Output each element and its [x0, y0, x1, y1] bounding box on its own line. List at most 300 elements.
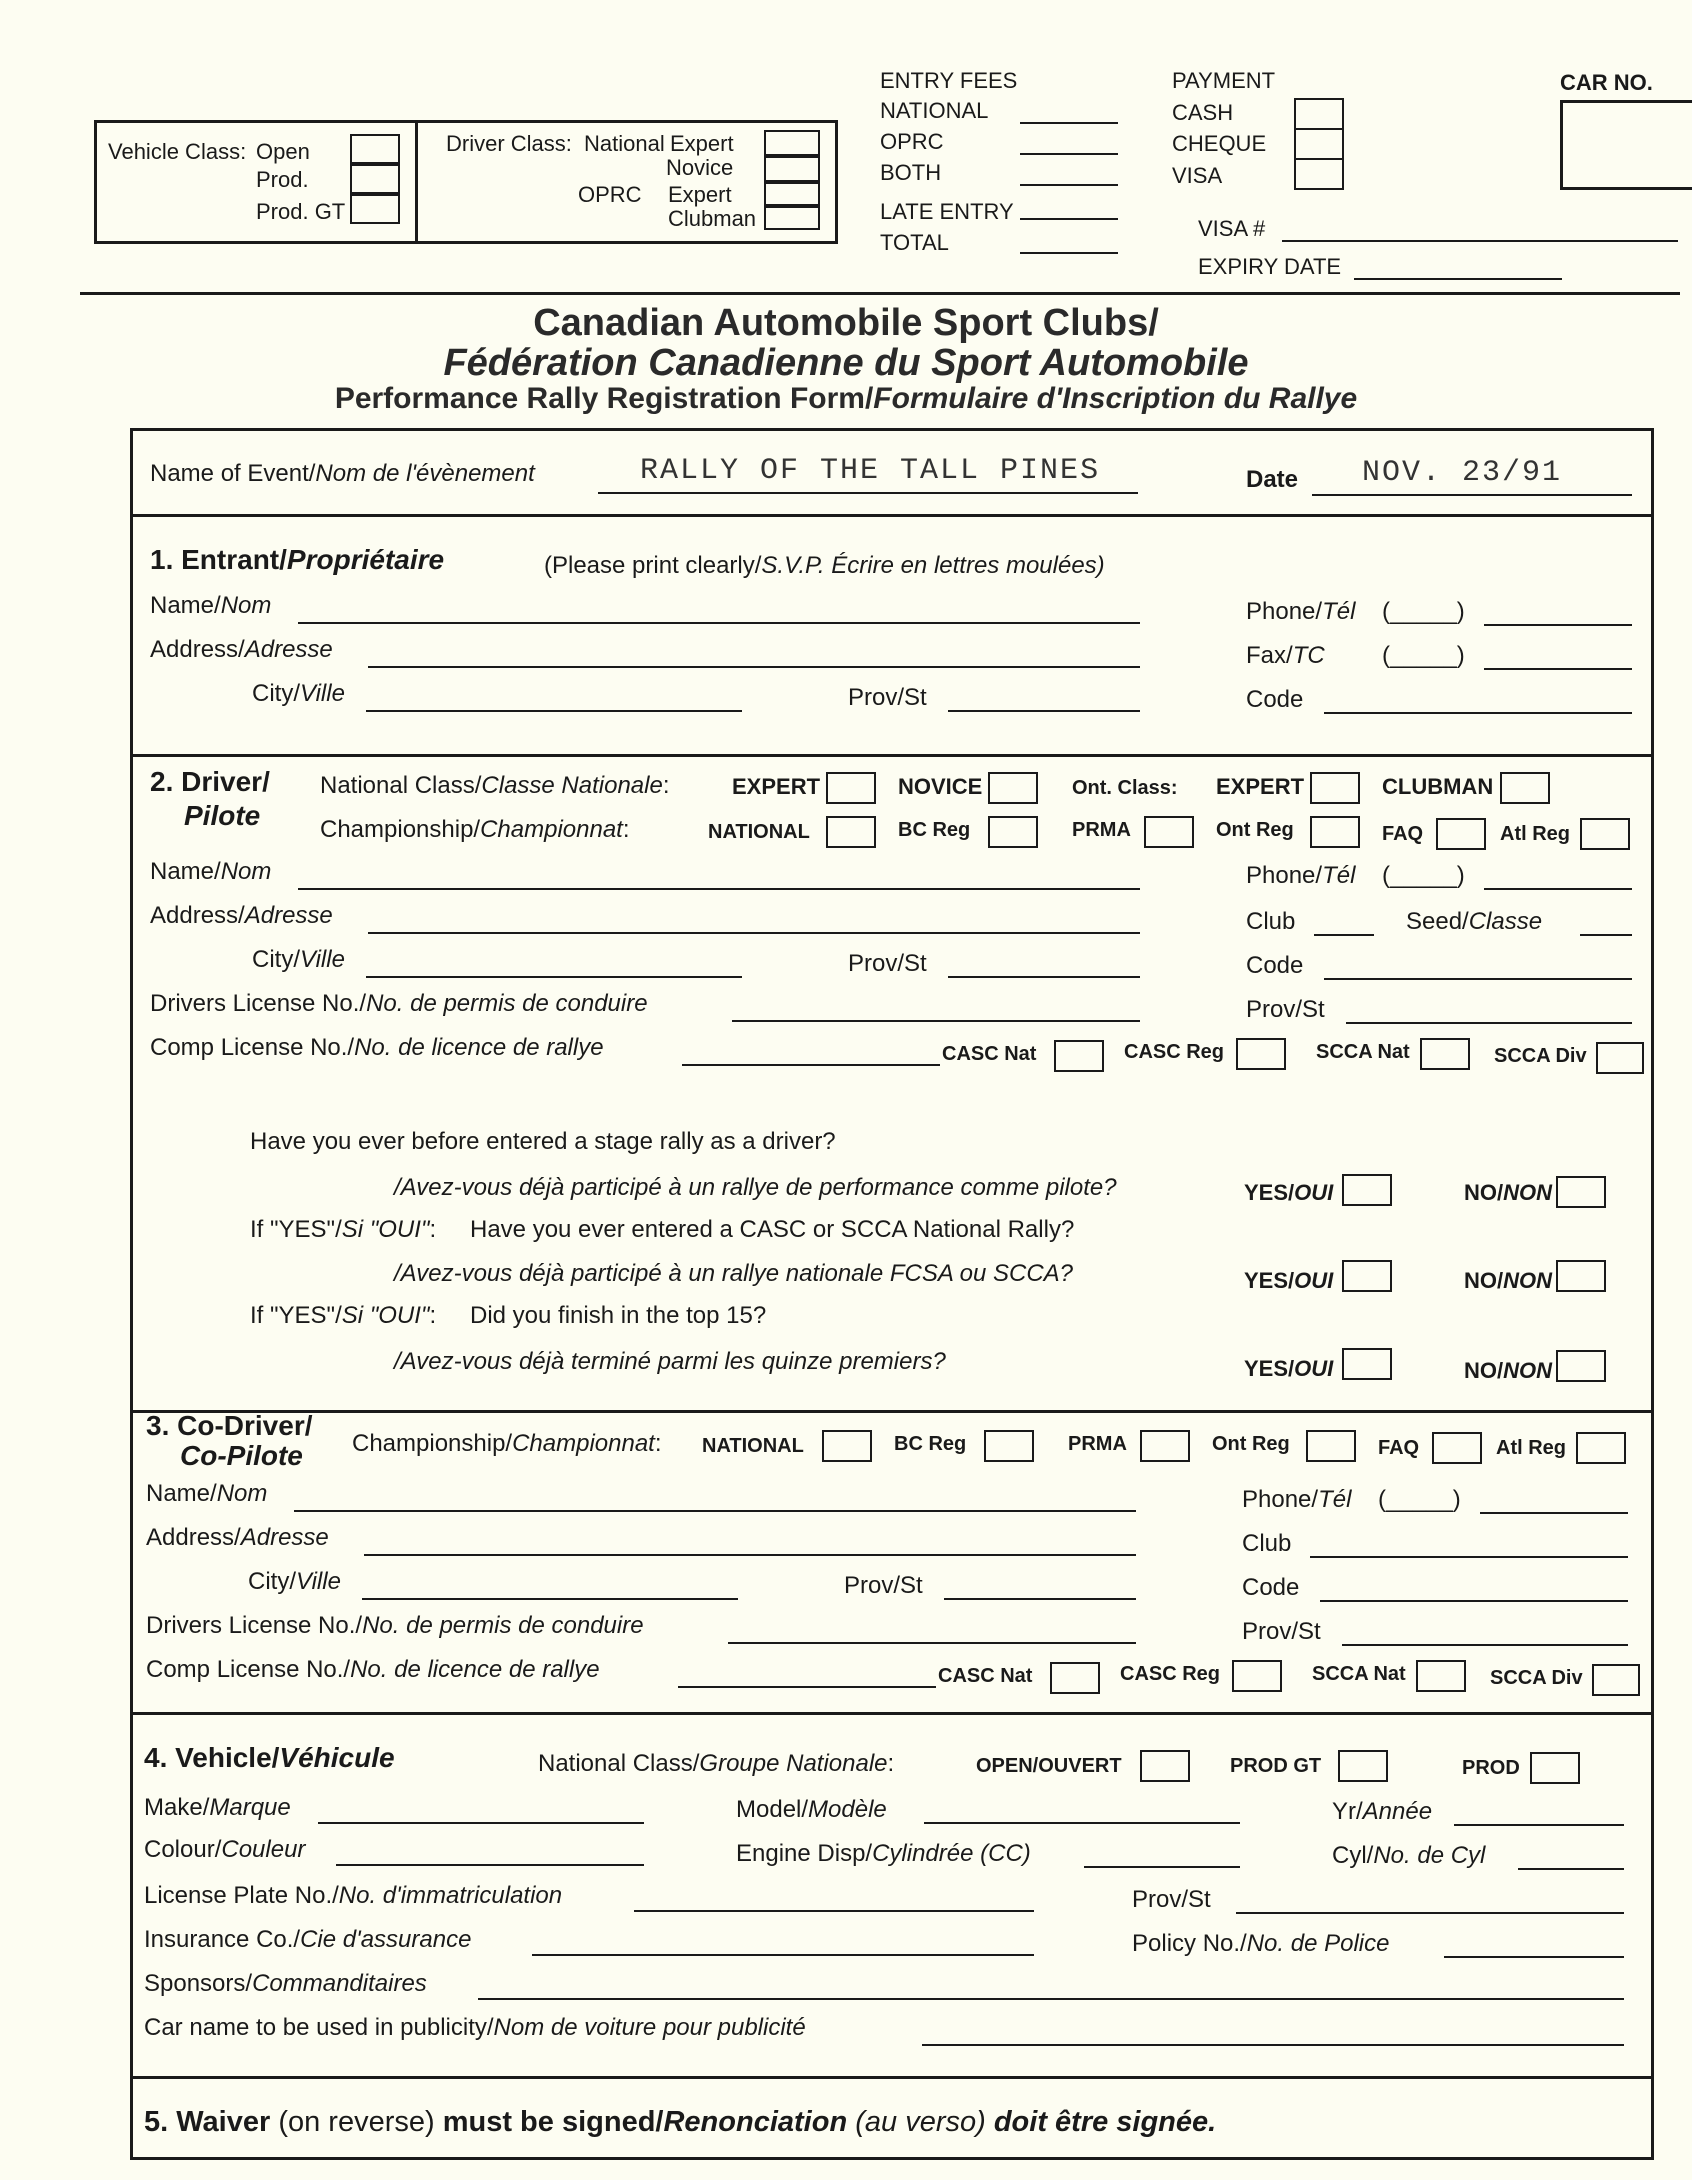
s2-city-line[interactable] — [366, 976, 742, 978]
driver-national-novice: Novice — [666, 155, 734, 180]
s3-championship-fr: Championnat — [512, 1430, 655, 1457]
q3-yes-fr: OUI — [1294, 1356, 1334, 1381]
s4-sponsors-fr: Commanditaires — [252, 1970, 427, 1997]
driver-class-label: Driver Class: — [446, 131, 572, 156]
s3-champ-faq-checkbox[interactable] — [1432, 1432, 1482, 1464]
s4-national-class-label: National Class/Groupe Nationale: — [538, 1750, 895, 1777]
s4-insurance-fr: Cie d'assurance — [300, 1926, 472, 1953]
s2-champ-faq-label: FAQ — [1382, 823, 1424, 845]
s1-phone-label-fr: Tél — [1322, 598, 1356, 625]
payment-label: PAYMENT — [1172, 68, 1276, 93]
q3-no-label — [1464, 1360, 1552, 1382]
payment-cash-label: CASH — [1172, 100, 1234, 125]
waiver-5: (au verso) — [855, 2106, 994, 2138]
driver-oprc-clubman: Clubman — [668, 206, 757, 231]
s2-phone-line[interactable] — [1484, 888, 1632, 890]
s2-drivers-license-fr: No. de permis de conduire — [366, 990, 648, 1017]
s4-make-fr: Marque — [209, 1794, 291, 1821]
s2-name-label-fr: Nom — [220, 858, 272, 885]
s2-champ-national-label: NATIONAL — [708, 821, 810, 843]
q3-prefix: If "YES"/Si "OUI": — [250, 1302, 437, 1329]
s3-champ-national-label: NATIONAL — [702, 1435, 804, 1457]
s3-drivers-license-label — [146, 1614, 644, 1638]
s3-championship-label: Championship/Championnat: — [352, 1430, 662, 1457]
s2-comp-license-line[interactable] — [682, 1064, 940, 1066]
s2-seed-label — [1406, 910, 1542, 934]
s2-name-label-en: Name/ — [150, 858, 221, 885]
s2-champ-bc-label: BC Reg — [898, 819, 971, 841]
q1-text-fr: /Avez-vous déjà participé à un rallye de performance comme pilote? — [394, 1174, 1117, 1201]
s2-seed-line[interactable] — [1580, 934, 1632, 936]
s2-novice-label: NOVICE — [898, 774, 983, 799]
prod-gt-checkbox[interactable] — [350, 194, 400, 224]
s1-phone-label-en: Phone/ — [1246, 598, 1323, 625]
s2-comp-license-en: Comp License No./ — [150, 1034, 355, 1061]
s4-year-label — [1332, 1800, 1432, 1824]
vehicle-class-prod: Prod. — [256, 167, 309, 192]
s2-clubman-label: CLUBMAN — [1382, 774, 1494, 799]
expiry-date-line[interactable] — [1354, 278, 1562, 280]
q1-no-fr: NON — [1503, 1180, 1553, 1205]
s1-address-label-fr: Adresse — [244, 636, 333, 663]
s2-city-label-en: City/ — [252, 946, 300, 973]
q2-no-label — [1464, 1270, 1552, 1292]
s2-national-class-fr: Classe Nationale — [481, 772, 663, 799]
car-number-box[interactable] — [1560, 100, 1692, 190]
date-value[interactable]: NOV. 23/91 — [1362, 456, 1563, 490]
s2-club-label: Club — [1246, 908, 1296, 935]
s3-phone-line[interactable] — [1480, 1512, 1628, 1514]
s3-city-label-fr: Ville — [296, 1568, 341, 1595]
title-line-3-en: Performance Rally Registration Form/ — [334, 382, 874, 415]
s2-champ-prma-checkbox[interactable] — [1144, 816, 1194, 848]
s2-clubman-checkbox[interactable] — [1500, 772, 1550, 804]
s4-year-fr: Année — [1362, 1798, 1433, 1825]
section-4-heading-en: 4. Vehicle/ — [144, 1742, 280, 1773]
s3-phone-label-fr: Tél — [1318, 1486, 1352, 1513]
s1-city-line[interactable] — [366, 710, 742, 712]
s3-champ-national-checkbox[interactable] — [822, 1430, 872, 1462]
s3-city-label — [248, 1570, 341, 1594]
s4-colour-line[interactable] — [336, 1864, 644, 1866]
s3-comp-license-line[interactable] — [678, 1686, 936, 1688]
open-checkbox[interactable] — [350, 134, 400, 164]
q2-yes-fr: OUI — [1294, 1268, 1334, 1293]
s1-fax-label — [1246, 644, 1325, 668]
s2-champ-ont-checkbox[interactable] — [1310, 816, 1360, 848]
s4-prod-label: PROD — [1462, 1757, 1520, 1779]
s3-code-label: Code — [1242, 1574, 1300, 1601]
fee-national-line[interactable] — [1020, 122, 1118, 124]
s3-drivers-license-line[interactable] — [728, 1642, 1136, 1644]
s2-scca-nat-label: SCCA Nat — [1316, 1041, 1410, 1063]
s4-make-line[interactable] — [318, 1822, 644, 1824]
s4-prov-label: Prov/St — [1132, 1886, 1211, 1913]
q2-text-fr: /Avez-vous déjà participé à un rallye nationale FCSA ou SCCA? — [394, 1260, 1074, 1287]
s2-champ-faq-checkbox[interactable] — [1436, 818, 1486, 850]
s4-policy-label — [1132, 1932, 1389, 1956]
s4-car-name-en: Car name to be used in publicity/ — [144, 2014, 494, 2041]
s2-code-label: Code — [1246, 952, 1304, 979]
q2-text: Have you ever entered a CASC or SCCA National Rally? — [470, 1216, 1075, 1243]
q2-no-en: NO/ — [1464, 1268, 1504, 1293]
national-novice-checkbox[interactable] — [764, 156, 820, 182]
s3-drivers-license-en: Drivers License No./ — [146, 1612, 363, 1639]
fee-late-entry-line[interactable] — [1020, 218, 1118, 220]
s3-champ-bc-checkbox[interactable] — [984, 1430, 1034, 1462]
s4-national-class-fr: Groupe Nationale — [699, 1750, 888, 1777]
s4-cyl-line[interactable] — [1518, 1868, 1624, 1870]
q3-no-checkbox[interactable] — [1556, 1350, 1606, 1382]
s2-champ-prma-label: PRMA — [1072, 819, 1131, 841]
q3-if-yes: If "YES"/ — [250, 1302, 342, 1329]
s3-name-label — [146, 1482, 267, 1506]
visa-checkbox[interactable] — [1294, 158, 1344, 190]
s3-phone-label-en: Phone/ — [1242, 1486, 1319, 1513]
event-name-label-fr: Nom de l'évènement — [315, 460, 535, 487]
s4-prov-line[interactable] — [1236, 1912, 1624, 1914]
s3-city-label-en: City/ — [248, 1568, 296, 1595]
title-line-3-fr: Formulaire d'Inscription du Rallye — [873, 382, 1358, 415]
s3-club-line[interactable] — [1310, 1556, 1628, 1558]
event-name-label-en: Name of Event/ — [150, 460, 316, 487]
driver-class-oprc-label: OPRC — [578, 182, 642, 207]
s2-prov-line[interactable] — [948, 976, 1140, 978]
s4-model-en: Model/ — [736, 1796, 809, 1823]
visa-number-label: VISA # — [1198, 216, 1266, 241]
expiry-date-label: EXPIRY DATE — [1198, 254, 1342, 279]
s2-phone-label-fr: Tél — [1322, 862, 1356, 889]
fee-late-entry-label: LATE ENTRY — [880, 199, 1014, 224]
s2-comp-license-label — [150, 1036, 604, 1060]
s4-car-name-label — [144, 2016, 806, 2040]
s3-champ-prma-checkbox[interactable] — [1140, 1430, 1190, 1462]
s1-city-label-fr: Ville — [300, 680, 345, 707]
oprc-clubman-checkbox[interactable] — [764, 204, 820, 230]
q1-yes-checkbox[interactable] — [1342, 1174, 1392, 1206]
s4-engine-label — [736, 1842, 1031, 1866]
s4-cyl-en: Cyl/ — [1332, 1842, 1374, 1869]
s4-engine-fr: Cylindrée (CC) — [872, 1840, 1031, 1867]
s4-cyl-fr: No. de Cyl — [1373, 1842, 1486, 1869]
s2-code-line[interactable] — [1324, 978, 1632, 980]
q1-no-en: NO/ — [1464, 1180, 1504, 1205]
s2-address-label-en: Address/ — [150, 902, 245, 929]
s4-insurance-line[interactable] — [532, 1954, 1034, 1956]
date-line[interactable] — [1312, 494, 1632, 496]
s2-drivers-license-label — [150, 992, 648, 1016]
s1-address-label-en: Address/ — [150, 636, 245, 663]
s3-comp-license-en: Comp License No./ — [146, 1656, 351, 1683]
waiver-4: Renonciation — [663, 2106, 856, 2138]
s2-national-class-label: National Class/Classe Nationale: — [320, 772, 670, 799]
s2-champ-atl-label: Atl Reg — [1500, 823, 1570, 845]
s4-car-name-fr: Nom de voiture pour publicité — [493, 2014, 806, 2041]
waiver-1: 5. Waiver — [144, 2106, 279, 2138]
s4-open-checkbox[interactable] — [1140, 1750, 1190, 1782]
s2-champ-national-checkbox[interactable] — [826, 816, 876, 848]
waiver-2: (on reverse) — [278, 2106, 443, 2138]
s3-name-label-en: Name/ — [146, 1480, 217, 1507]
s2-expert-checkbox[interactable] — [826, 772, 876, 804]
s2-prov2-label: Prov/St — [1246, 996, 1325, 1023]
q1-yes-fr: OUI — [1294, 1180, 1334, 1205]
title-line-3 — [0, 382, 1692, 416]
s2-casc-nat-checkbox[interactable] — [1054, 1040, 1104, 1072]
s2-casc-nat-label: CASC Nat — [942, 1043, 1037, 1065]
s4-policy-line[interactable] — [1444, 1956, 1624, 1958]
s1-address-label — [150, 638, 333, 662]
s2-national-class-en: National Class/ — [320, 772, 482, 799]
s2-champ-atl-checkbox[interactable] — [1580, 818, 1630, 850]
s4-year-en: Yr/ — [1332, 1798, 1363, 1825]
section-3-heading-fr: Co-Pilote — [180, 1440, 303, 1471]
q3-no-fr: NON — [1503, 1358, 1553, 1383]
s3-city-line[interactable] — [362, 1598, 738, 1600]
s1-code-label: Code — [1246, 686, 1304, 713]
section-4-heading — [144, 1744, 395, 1772]
s2-address-label — [150, 904, 333, 928]
national-expert-checkbox[interactable] — [764, 130, 820, 156]
s1-fax-label-fr: TC — [1292, 642, 1325, 669]
section-3-heading-en: 3. Co-Driver/ — [146, 1410, 313, 1441]
divider-2 — [130, 754, 1654, 757]
s3-comp-license-fr: No. de licence de rallye — [350, 1656, 600, 1683]
s3-champ-prma-label: PRMA — [1068, 1433, 1127, 1455]
s1-name-line[interactable] — [298, 622, 1140, 624]
s2-city-label-fr: Ville — [300, 946, 345, 973]
q2-if-yes: If "YES"/ — [250, 1216, 342, 1243]
q2-si-oui: Si "OUI" — [341, 1216, 430, 1243]
q1-no-label — [1464, 1182, 1552, 1204]
s4-prod-checkbox[interactable] — [1530, 1752, 1580, 1784]
fee-oprc-line[interactable] — [1020, 153, 1118, 155]
s3-champ-atl-label: Atl Reg — [1496, 1437, 1566, 1459]
section-4-heading-fr: Véhicule — [279, 1742, 395, 1773]
s4-sponsors-en: Sponsors/ — [144, 1970, 253, 1997]
s2-seed-label-fr: Classe — [1468, 908, 1543, 935]
payment-cheque-label: CHEQUE — [1172, 131, 1267, 156]
q1-yes-label — [1244, 1182, 1333, 1204]
divider-1 — [130, 514, 1654, 517]
s3-comp-license-label — [146, 1658, 600, 1682]
print-clearly-note-fr: S.V.P. Écrire en lettres moulées) — [761, 552, 1105, 579]
s2-expert-label: EXPERT — [732, 774, 821, 799]
s3-scca-div-label: SCCA Div — [1490, 1667, 1583, 1689]
s1-city-label-en: City/ — [252, 680, 300, 707]
q2-yes-checkbox[interactable] — [1342, 1260, 1392, 1292]
s2-ont-expert-label: EXPERT — [1216, 774, 1305, 799]
s4-make-en: Make/ — [144, 1794, 210, 1821]
s3-address-label-en: Address/ — [146, 1524, 241, 1551]
waiver-6: doit être signée. — [993, 2106, 1217, 2138]
q2-no-fr: NON — [1503, 1268, 1553, 1293]
s2-drivers-license-en: Drivers License No./ — [150, 990, 367, 1017]
title-line-2: Fédération Canadienne du Sport Automobile — [443, 342, 1249, 384]
s3-championship-en: Championship/ — [352, 1430, 513, 1457]
s3-casc-reg-label: CASC Reg — [1120, 1663, 1221, 1685]
s1-fax-line[interactable] — [1484, 668, 1632, 670]
s4-engine-line[interactable] — [1084, 1866, 1240, 1868]
s2-casc-reg-checkbox[interactable] — [1236, 1038, 1286, 1070]
divider-4 — [130, 1712, 1654, 1715]
fee-both-label: BOTH — [880, 160, 942, 185]
s2-address-label-fr: Adresse — [244, 902, 333, 929]
q1-no-checkbox[interactable] — [1556, 1176, 1606, 1208]
s4-national-class-en: National Class/ — [538, 1750, 700, 1777]
vehicle-class-label: Vehicle Class: — [108, 139, 247, 164]
s1-phone-label — [1246, 600, 1355, 624]
s4-engine-en: Engine Disp/ — [736, 1840, 873, 1867]
divider-5 — [130, 2076, 1654, 2079]
s2-address-line[interactable] — [368, 932, 1140, 934]
s3-name-line[interactable] — [294, 1510, 1136, 1512]
s3-phone-label — [1242, 1488, 1351, 1512]
s2-scca-div-label: SCCA Div — [1494, 1045, 1587, 1067]
s4-year-line[interactable] — [1454, 1824, 1624, 1826]
fee-both-line[interactable] — [1020, 184, 1118, 186]
s3-scca-nat-checkbox[interactable] — [1416, 1660, 1466, 1692]
section-2-heading-en: 2. Driver/ — [150, 766, 270, 797]
s2-championship-fr: Championnat — [480, 816, 623, 843]
driver-national-expert: Expert — [670, 131, 734, 156]
header-divider — [80, 292, 1680, 295]
s2-ont-expert-checkbox[interactable] — [1310, 772, 1360, 804]
s2-scca-div-checkbox[interactable] — [1596, 1042, 1644, 1074]
q2-yes-en: YES/ — [1244, 1268, 1295, 1293]
q1-yes-en: YES/ — [1244, 1180, 1295, 1205]
fee-total-line[interactable] — [1020, 252, 1118, 254]
s3-scca-div-checkbox[interactable] — [1592, 1664, 1640, 1696]
s4-colour-label — [144, 1838, 305, 1862]
print-clearly-note-en: (Please print clearly/ — [544, 552, 762, 579]
s1-name-label — [150, 594, 271, 618]
entry-fees-label: ENTRY FEES — [880, 68, 1018, 93]
s3-prov2-label: Prov/St — [1242, 1618, 1321, 1645]
driver-oprc-expert: Expert — [668, 182, 732, 207]
s1-name-label-fr: Nom — [220, 592, 272, 619]
s2-seed-label-en: Seed/ — [1406, 908, 1469, 935]
s3-casc-nat-label: CASC Nat — [938, 1665, 1033, 1687]
s1-phone-area[interactable]: (_____) — [1382, 598, 1465, 625]
section-5-waiver — [144, 2106, 1216, 2139]
q3-text-fr: /Avez-vous déjà terminé parmi les quinze premiers? — [394, 1348, 946, 1375]
car-number-label: CAR NO. — [1560, 70, 1653, 95]
prod-checkbox[interactable] — [350, 164, 400, 194]
s3-prov-line[interactable] — [944, 1598, 1136, 1600]
q3-yes-label — [1244, 1358, 1333, 1380]
s2-champ-ont-label: Ont Reg — [1216, 819, 1294, 841]
q3-yes-en: YES/ — [1244, 1356, 1295, 1381]
s2-prov2-line[interactable] — [1346, 1022, 1632, 1024]
cash-checkbox[interactable] — [1294, 98, 1344, 130]
s4-colour-fr: Couleur — [221, 1836, 306, 1863]
s1-phone-line[interactable] — [1484, 624, 1632, 626]
s4-colour-en: Colour/ — [144, 1836, 222, 1863]
section-2-heading-fr: Pilote — [184, 800, 261, 831]
s1-fax-label-en: Fax/ — [1246, 642, 1293, 669]
s4-make-label — [144, 1796, 291, 1820]
s3-champ-bc-label: BC Reg — [894, 1433, 967, 1455]
s2-championship-label: Championship/Championnat: — [320, 816, 630, 843]
visa-number-line[interactable] — [1282, 240, 1678, 242]
title-line-1: Canadian Automobile Sport Clubs/ — [533, 302, 1159, 344]
s1-prov-line[interactable] — [948, 710, 1140, 712]
s2-champ-bc-checkbox[interactable] — [988, 816, 1038, 848]
s3-code-line[interactable] — [1320, 1600, 1628, 1602]
s1-address-line[interactable] — [368, 666, 1140, 668]
s3-address-label-fr: Adresse — [240, 1524, 329, 1551]
s3-prov-label: Prov/St — [844, 1572, 923, 1599]
payment-visa-label: VISA — [1172, 163, 1223, 188]
s1-city-label — [252, 682, 345, 706]
q3-yes-checkbox[interactable] — [1342, 1348, 1392, 1380]
s4-prod-gt-label: PROD GT — [1230, 1755, 1322, 1777]
s4-insurance-en: Insurance Co./ — [144, 1926, 301, 1953]
s4-plate-line[interactable] — [634, 1910, 1034, 1912]
s3-casc-nat-checkbox[interactable] — [1050, 1662, 1100, 1694]
s2-prov-label: Prov/St — [848, 950, 927, 977]
s3-champ-atl-checkbox[interactable] — [1576, 1432, 1626, 1464]
waiver-3: must be signed/ — [442, 2106, 664, 2138]
event-name-value[interactable]: RALLY OF THE TALL PINES — [640, 454, 1101, 488]
s1-fax-area[interactable]: (_____) — [1382, 642, 1465, 669]
fee-oprc-label: OPRC — [880, 129, 944, 154]
divider-3 — [130, 1410, 1654, 1413]
s4-car-name-line[interactable] — [922, 2044, 1624, 2046]
s3-champ-faq-label: FAQ — [1378, 1437, 1420, 1459]
q3-text: Did you finish in the top 15? — [470, 1302, 767, 1329]
s4-model-line[interactable] — [924, 1822, 1240, 1824]
s3-champ-ont-checkbox[interactable] — [1306, 1430, 1356, 1462]
s4-insurance-label — [144, 1928, 471, 1952]
s1-code-line[interactable] — [1324, 712, 1632, 714]
s3-prov2-line[interactable] — [1342, 1644, 1628, 1646]
s3-champ-ont-label: Ont Reg — [1212, 1433, 1290, 1455]
s2-name-line[interactable] — [298, 888, 1140, 890]
q3-si-oui: Si "OUI" — [341, 1302, 430, 1329]
q2-prefix: If "YES"/Si "OUI": — [250, 1216, 437, 1243]
s3-phone-area[interactable]: (_____) — [1378, 1486, 1461, 1513]
section-1-heading — [150, 546, 444, 574]
s2-phone-area[interactable]: (_____) — [1382, 862, 1465, 889]
q3-no-en: NO/ — [1464, 1358, 1504, 1383]
s2-drivers-license-line[interactable] — [732, 1020, 1140, 1022]
s1-name-label-en: Name/ — [150, 592, 221, 619]
s3-name-label-fr: Nom — [216, 1480, 268, 1507]
s4-open-label: OPEN/OUVERT — [976, 1755, 1122, 1777]
cheque-checkbox[interactable] — [1294, 128, 1344, 160]
q2-yes-label — [1244, 1270, 1333, 1292]
s2-club-line[interactable] — [1314, 934, 1374, 936]
s4-sponsors-label — [144, 1972, 427, 1996]
s1-prov-label: Prov/St — [848, 684, 927, 711]
s2-phone-label-en: Phone/ — [1246, 862, 1323, 889]
s2-casc-reg-label: CASC Reg — [1124, 1041, 1225, 1063]
s3-casc-reg-checkbox[interactable] — [1232, 1660, 1282, 1692]
s4-prod-gt-checkbox[interactable] — [1338, 1750, 1388, 1782]
event-name-line[interactable] — [598, 492, 1138, 494]
s2-scca-nat-checkbox[interactable] — [1420, 1038, 1470, 1070]
s3-address-line[interactable] — [364, 1554, 1136, 1556]
s2-novice-checkbox[interactable] — [988, 772, 1038, 804]
s4-policy-en: Policy No./ — [1132, 1930, 1247, 1957]
q2-no-checkbox[interactable] — [1556, 1260, 1606, 1292]
s4-sponsors-line[interactable] — [478, 1998, 1624, 2000]
s4-plate-label — [144, 1884, 562, 1908]
print-clearly-note — [544, 554, 1105, 578]
section-1-heading-en: 1. Entrant/ — [150, 544, 287, 575]
